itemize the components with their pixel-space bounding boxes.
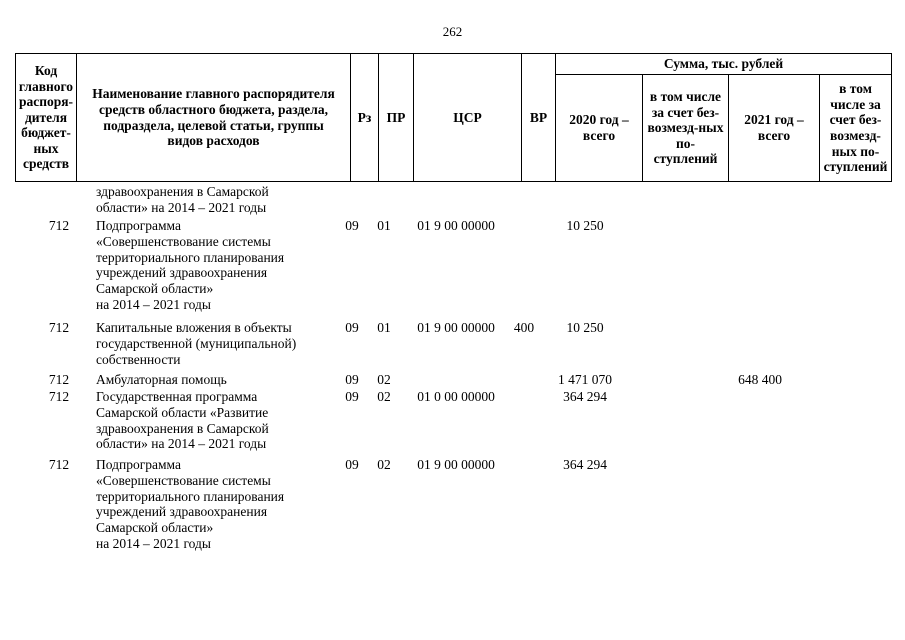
- row-rz: 09: [345, 320, 359, 335]
- name-line: «Совершенствование системы: [96, 233, 271, 249]
- name-line: собственности: [96, 351, 181, 367]
- name-line: «Совершенствование системы: [96, 472, 271, 488]
- name-line: Подпрограмма: [96, 457, 181, 472]
- header-vr: ВР: [521, 53, 556, 182]
- header-sum: Сумма, тыс. рублей: [555, 53, 892, 75]
- name-line: Подпрограмма: [96, 218, 181, 233]
- row-sum-2020: 1 471 070: [558, 372, 612, 387]
- table-header: [15, 53, 892, 182]
- name-line: учреждений здравоохранения: [96, 504, 268, 520]
- row-code: 712: [48, 320, 70, 335]
- row-rz: 09: [345, 218, 359, 233]
- row-code: 712: [48, 389, 70, 404]
- header-2020-incl: в том числе за счет без-возмезд-ных по-ступлений: [642, 74, 729, 182]
- name-line: Самарской области»: [96, 520, 214, 536]
- row-code: 712: [48, 372, 70, 387]
- name-line: Капитальные вложения в объекты: [96, 320, 292, 335]
- row-name: [96, 457, 336, 552]
- row-name: [96, 372, 336, 388]
- row-csr: 01 9 00 00000: [417, 320, 495, 335]
- name-line: территориального планирования: [96, 488, 285, 504]
- row-csr: 01 0 00 00000: [417, 389, 495, 404]
- row-sum-2020: 364 294: [563, 457, 607, 472]
- row-sum-2020: 10 250: [566, 218, 604, 233]
- row-vr: 400: [513, 320, 535, 335]
- header-code: Код главного распоря-дителя бюджет-ных средств: [15, 53, 77, 182]
- row-sum-2020: 364 294: [563, 389, 607, 404]
- header-2020-total: 2020 год – всего: [555, 74, 643, 182]
- name-line: здравоохранения в Самарской: [96, 184, 269, 199]
- name-line: на 2014 – 2021 годы: [96, 296, 211, 312]
- page-number: 262: [442, 24, 463, 39]
- row-pr: 02: [377, 372, 391, 387]
- name-line: Самарской области «Развитие: [96, 404, 269, 420]
- row-csr: 01 9 00 00000: [417, 457, 495, 472]
- name-line: Амбулаторная помощь: [96, 372, 227, 387]
- row-code: 712: [48, 218, 70, 233]
- header-rz: Рз: [350, 53, 379, 182]
- header-csr: ЦСР: [413, 53, 522, 182]
- name-line: Самарской области»: [96, 281, 214, 297]
- row-code: 712: [48, 457, 70, 472]
- row-csr: 01 9 00 00000: [417, 218, 495, 233]
- name-line: государственной (муниципальной): [96, 335, 297, 351]
- name-line: Государственная программа: [96, 389, 258, 404]
- header-pr: ПР: [378, 53, 414, 182]
- row-pr: 01: [377, 218, 391, 233]
- name-line: учреждений здравоохранения: [96, 265, 268, 281]
- header-2021-total: 2021 год – всего: [728, 74, 820, 182]
- name-line: области» на 2014 – 2021 годы: [96, 436, 267, 452]
- name-line: области» на 2014 – 2021 годы: [96, 199, 267, 215]
- row-sum-2020: 10 250: [566, 320, 604, 335]
- header-2021-incl: в том числе за счет без-возмезд-ных по-ступлений: [819, 74, 892, 182]
- row-name: [96, 218, 336, 313]
- row-pr: 01: [377, 320, 391, 335]
- row-pr: 02: [377, 457, 391, 472]
- name-line: территориального планирования: [96, 249, 285, 265]
- row-name: [96, 184, 336, 216]
- row-rz: 09: [345, 457, 359, 472]
- row-sum-2021: 648 400: [738, 372, 782, 387]
- name-line: на 2014 – 2021 годы: [96, 535, 211, 551]
- row-rz: 09: [345, 372, 359, 387]
- header-name: Наименование главного распорядителя средств областного бюджета, раздела, подраздела, целевой статьи, группы видов расходов: [76, 53, 351, 182]
- row-name: [96, 320, 336, 367]
- name-line: здравоохранения в Самарской: [96, 420, 269, 436]
- row-name: [96, 389, 336, 452]
- row-rz: 09: [345, 389, 359, 404]
- row-pr: 02: [377, 389, 391, 404]
